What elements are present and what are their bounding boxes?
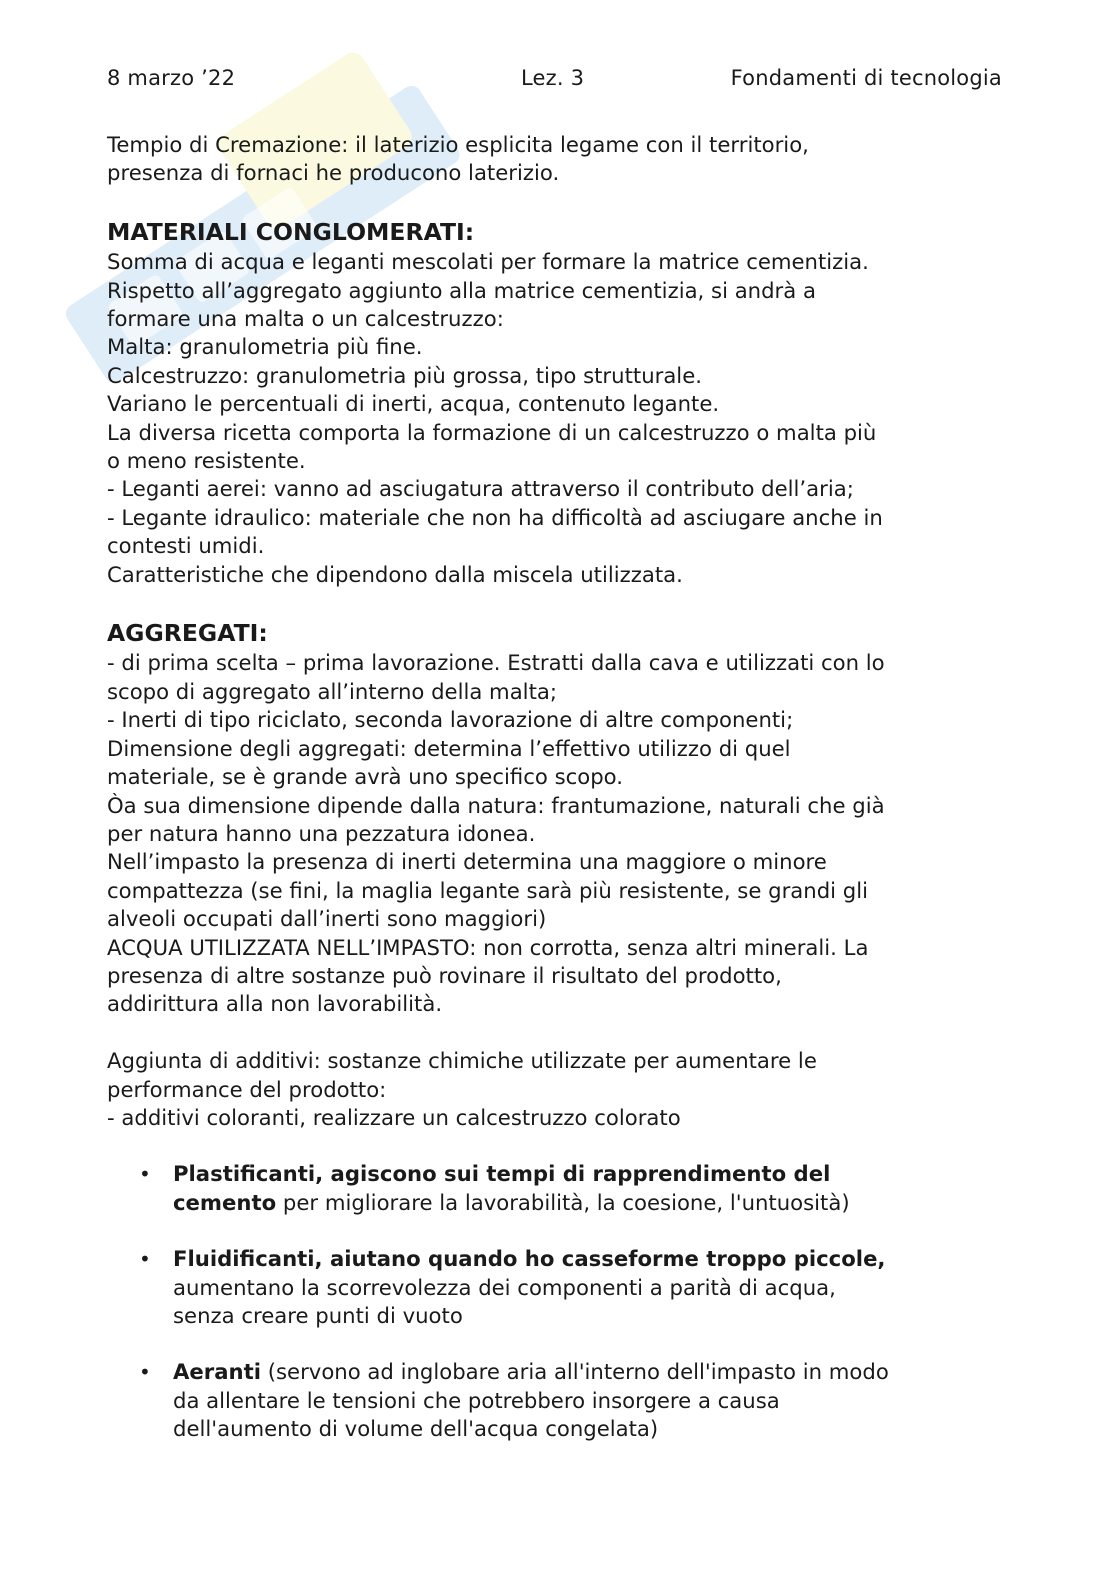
text-line: - di prima scelta – prima lavorazione. Estratti dalla cava e utilizzati con lo xyxy=(107,650,885,676)
text-line: Somma di acqua e leganti mescolati per formare la matrice cementizia. xyxy=(107,249,869,275)
bullet-bold-text: Plastificanti, agiscono sui tempi di rapprendimento del xyxy=(173,1161,831,1187)
intro-line: Tempio di Cremazione: il laterizio esplicita legame con il territorio, xyxy=(107,132,809,157)
text-line: Calcestruzzo: granulometria più grossa, tipo strutturale. xyxy=(107,362,702,388)
bullet-text: aumentano la scorrevolezza dei componenti a parità di acqua, xyxy=(173,1274,836,1300)
text-line: Nell’impasto la presenza di inerti determina una maggiore o minore xyxy=(107,849,827,875)
bullet-icon: • xyxy=(139,1360,151,1385)
text-line: Rispetto all’aggregato aggiunto alla matrice cementizia, si andrà a xyxy=(107,277,816,303)
bullet-text: (servono ad inglobare aria all'interno dell'impasto in modo xyxy=(261,1359,889,1385)
text-line: Aggiunta di additivi: sostanze chimiche utilizzate per aumentare le xyxy=(107,1048,817,1074)
text-line: scopo di aggregato all’interno della malta; xyxy=(107,678,557,704)
text-line: Dimensione degli aggregati: determina l’effettivo utilizzo di quel xyxy=(107,735,791,761)
text-line: materiale, se è grande avrà uno specifico scopo. xyxy=(107,764,623,790)
bullet-text: per migliorare la lavorabilità, la coesione, l'untuosità) xyxy=(276,1189,850,1215)
text-line: alveoli occupati dall’inerti sono maggiori) xyxy=(107,906,547,932)
text-line: Variano le percentuali di inerti, acqua, contenuto legante. xyxy=(107,391,720,417)
bullet-icon: • xyxy=(139,1162,151,1187)
section-heading: MATERIALI CONGLOMERATI: xyxy=(107,218,475,247)
text-line: - Inerti di tipo riciclato, seconda lavorazione di altre componenti; xyxy=(107,707,794,733)
header-date: 8 marzo ’22 xyxy=(107,66,236,90)
text-line: Malta: granulometria più fine. xyxy=(107,334,423,360)
bullet-bold-text: Aeranti xyxy=(173,1359,261,1385)
text-line: o meno resistente. xyxy=(107,448,306,474)
list-item xyxy=(107,1358,1007,1443)
bullet-text: da allentare le tensioni che potrebbero insorgere a causa xyxy=(173,1387,780,1413)
list-item xyxy=(107,1245,1007,1330)
text-line: compattezza (se fini, la maglia legante sarà più resistente, se grandi gli xyxy=(107,877,868,903)
bullet-bold-text: Fluidificanti, aiutano quando ho casseforme troppo piccole, xyxy=(173,1246,886,1272)
intro-line: presenza di fornaci he producono laterizio. xyxy=(107,160,560,186)
additives-list xyxy=(107,1160,1007,1443)
list-item xyxy=(107,1160,1007,1217)
text-line: formare una malta o un calcestruzzo: xyxy=(107,306,504,332)
text-line: contesti umidi. xyxy=(107,533,265,559)
header-lecture: Lez. 3 xyxy=(521,66,585,90)
text-line: presenza di altre sostanze può rovinare il risultato del prodotto, xyxy=(107,962,782,988)
text-line: - Legante idraulico: materiale che non ha difficoltà ad asciugare anche in xyxy=(107,504,883,530)
text-line: performance del prodotto: xyxy=(107,1076,387,1102)
bullet-bold-text: cemento xyxy=(173,1189,277,1215)
text-line: Caratteristiche che dipendono dalla miscela utilizzata. xyxy=(107,561,683,587)
text-line: - additivi coloranti, realizzare un calcestruzzo colorato xyxy=(107,1104,681,1130)
header-course: Fondamenti di tecnologia xyxy=(730,66,1002,90)
bullet-icon: • xyxy=(139,1247,151,1272)
text-line: Òa sua dimensione dipende dalla natura: frantumazione, naturali che già xyxy=(107,792,885,818)
page-header xyxy=(107,66,1002,96)
text-line: ACQUA UTILIZZATA NELL’IMPASTO: non corrotta, senza altri minerali. La xyxy=(107,934,869,960)
bullet-text: dell'aumento di volume dell'acqua congelata) xyxy=(173,1416,659,1442)
section-heading: AGGREGATI: xyxy=(107,619,268,648)
text-line: - Leganti aerei: vanno ad asciugatura attraverso il contributo dell’aria; xyxy=(107,476,854,502)
text-line: per natura hanno una pezzatura idonea. xyxy=(107,820,536,846)
text-line: La diversa ricetta comporta la formazione di un calcestruzzo o malta più xyxy=(107,419,877,445)
document-body xyxy=(107,131,1007,1444)
bullet-text: senza creare punti di vuoto xyxy=(173,1302,463,1328)
text-line: addirittura alla non lavorabilità. xyxy=(107,991,443,1017)
